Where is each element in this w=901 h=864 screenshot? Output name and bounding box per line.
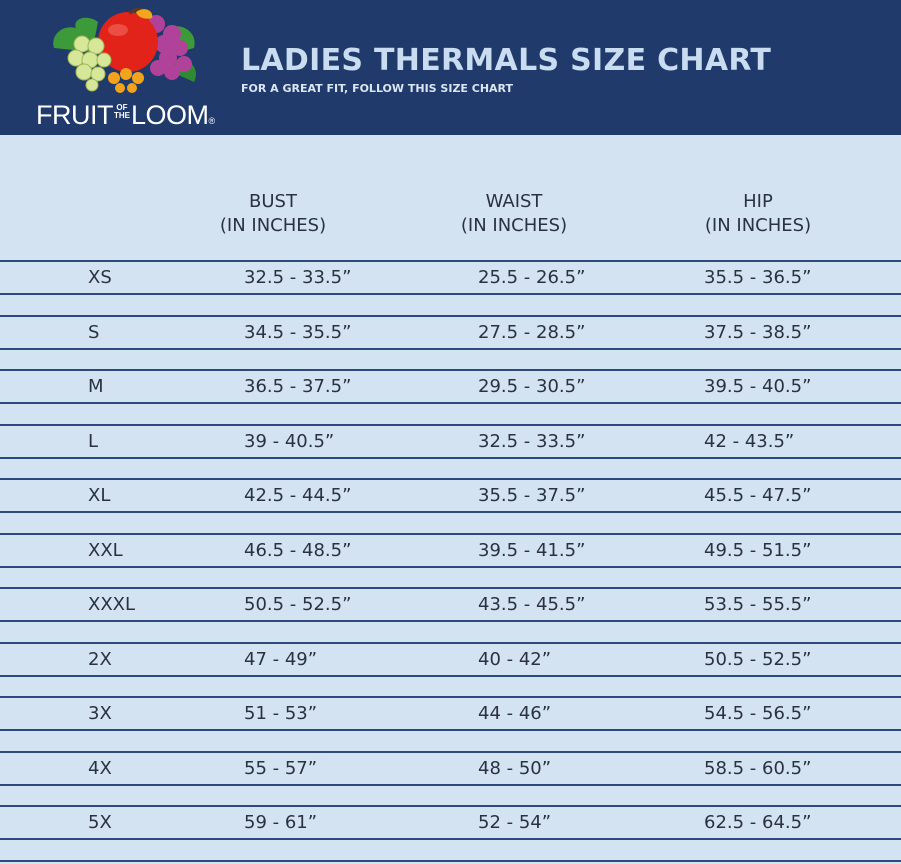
cell-hip: 62.5 - 64.5” bbox=[704, 812, 812, 833]
cell-size: L bbox=[88, 430, 99, 452]
row-divider bbox=[0, 587, 901, 589]
row-divider bbox=[0, 675, 901, 677]
cell-bust: 32.5 - 33.5” bbox=[244, 267, 352, 288]
cell-hip: 35.5 - 36.5” bbox=[704, 267, 812, 288]
cell-bust: 46.5 - 48.5” bbox=[244, 539, 352, 561]
row-divider bbox=[0, 533, 901, 535]
cell-size: XXXL bbox=[88, 594, 136, 615]
page-subtitle: FOR A GREAT FIT, FOLLOW THIS SIZE CHART bbox=[241, 82, 514, 95]
cell-hip: 42 - 43.5” bbox=[704, 430, 795, 452]
cell-size: 4X bbox=[88, 757, 112, 779]
cell-size: 3X bbox=[88, 703, 112, 724]
header-banner bbox=[0, 0, 901, 135]
row-divider bbox=[0, 751, 901, 753]
cell-hip: 39.5 - 40.5” bbox=[704, 376, 812, 397]
cell-waist: 27.5 - 28.5” bbox=[478, 321, 586, 343]
row-divider bbox=[0, 642, 901, 644]
cell-waist: 43.5 - 45.5” bbox=[478, 594, 586, 615]
cell-waist: 25.5 - 26.5” bbox=[478, 267, 586, 288]
row-divider bbox=[0, 293, 901, 295]
cell-hip: 49.5 - 51.5” bbox=[704, 539, 812, 561]
page-title: LADIES THERMALS SIZE CHART bbox=[241, 43, 772, 78]
cell-waist: 32.5 - 33.5” bbox=[478, 430, 586, 452]
row-divider bbox=[0, 457, 901, 459]
cell-hip: 58.5 - 60.5” bbox=[704, 757, 812, 779]
cell-bust: 55 - 57” bbox=[244, 757, 318, 779]
row-divider bbox=[0, 620, 901, 622]
cell-size: XS bbox=[88, 267, 112, 288]
cell-bust: 39 - 40.5” bbox=[244, 430, 335, 452]
cell-size: XXL bbox=[88, 539, 123, 561]
cell-bust: 50.5 - 52.5” bbox=[244, 594, 352, 615]
row-divider bbox=[0, 424, 901, 426]
row-divider bbox=[0, 369, 901, 371]
cell-waist: 29.5 - 30.5” bbox=[478, 376, 586, 397]
row-divider bbox=[0, 260, 901, 262]
cell-waist: 39.5 - 41.5” bbox=[478, 539, 586, 561]
cell-size: M bbox=[88, 376, 104, 397]
cell-hip: 45.5 - 47.5” bbox=[704, 485, 812, 506]
cell-hip: 53.5 - 55.5” bbox=[704, 594, 812, 615]
cell-bust: 42.5 - 44.5” bbox=[244, 485, 352, 506]
cell-hip: 37.5 - 38.5” bbox=[704, 321, 812, 343]
cell-size: 2X bbox=[88, 648, 112, 670]
cell-waist: 35.5 - 37.5” bbox=[478, 485, 586, 506]
column-header-bust: BUST (IN INCHES) bbox=[219, 191, 327, 236]
brand-wordmark: FRUIT OF THE LOOM® bbox=[36, 100, 215, 130]
cell-bust: 51 - 53” bbox=[244, 703, 318, 724]
cell-bust: 59 - 61” bbox=[244, 812, 318, 833]
row-divider bbox=[0, 315, 901, 317]
fruit-cluster-icon bbox=[48, 8, 208, 96]
cell-waist: 52 - 54” bbox=[478, 812, 552, 833]
cell-size: XL bbox=[88, 485, 111, 506]
row-divider bbox=[0, 348, 901, 350]
cell-bust: 47 - 49” bbox=[244, 648, 318, 670]
column-header-hip: HIP (IN INCHES) bbox=[704, 191, 812, 236]
row-divider bbox=[0, 478, 901, 480]
cell-size: S bbox=[88, 321, 100, 343]
cell-bust: 34.5 - 35.5” bbox=[244, 321, 352, 343]
cell-waist: 48 - 50” bbox=[478, 757, 552, 779]
row-divider bbox=[0, 696, 901, 698]
cell-waist: 44 - 46” bbox=[478, 703, 552, 724]
cell-size: 5X bbox=[88, 812, 112, 833]
cell-bust: 36.5 - 37.5” bbox=[244, 376, 352, 397]
cell-hip: 54.5 - 56.5” bbox=[704, 703, 812, 724]
row-divider bbox=[0, 838, 901, 840]
row-divider bbox=[0, 860, 901, 862]
row-divider bbox=[0, 729, 901, 731]
row-divider bbox=[0, 784, 901, 786]
cell-waist: 40 - 42” bbox=[478, 648, 552, 670]
cell-hip: 50.5 - 52.5” bbox=[704, 648, 812, 670]
row-divider bbox=[0, 805, 901, 807]
row-divider bbox=[0, 566, 901, 568]
row-divider bbox=[0, 402, 901, 404]
row-divider bbox=[0, 511, 901, 513]
column-header-waist: WAIST (IN INCHES) bbox=[460, 191, 568, 236]
brand-logo bbox=[36, 8, 226, 130]
